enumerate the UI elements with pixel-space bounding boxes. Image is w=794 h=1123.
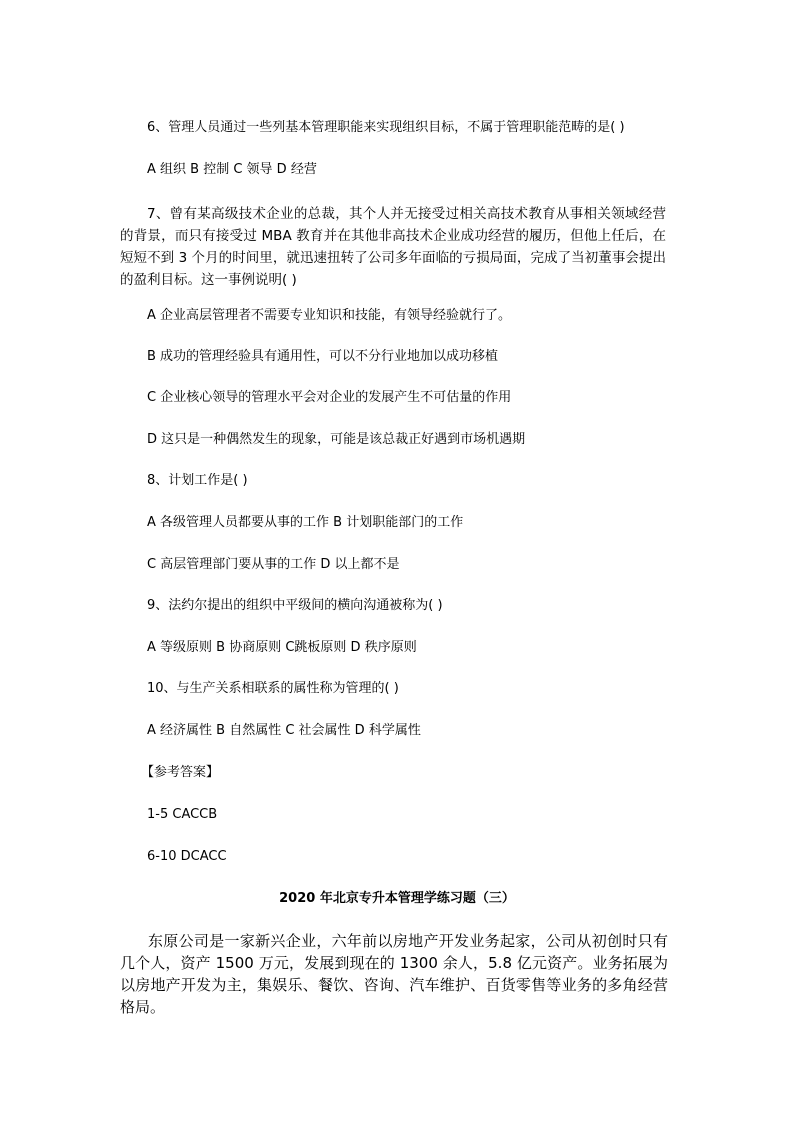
question-7-option-a: A 企业高层管理者不需要专业知识和技能，有领导经验就行了。 <box>147 308 512 323</box>
question-8-text: 8、计划工作是( ) <box>147 473 248 488</box>
case-intro-paragraph: 东原公司是一家新兴企业，六年前以房地产开发业务起家，公司从初创时只有几个人，资产 1500 万元，发展到现在的 1300 余人，5.8 亿元资产。业务拓展为以房地产开发为主，集娱乐、餐饮、咨询、汽车维护、百货零售等业务的多角经营格局。 <box>120 932 668 1016</box>
question-8-options-1: A 各级管理人员都要从事的工作 B 计划职能部门的工作 <box>147 515 464 530</box>
answers-range-1-5: 1-5 CACCB <box>147 807 218 822</box>
section-title: 2020 年北京专升本管理学练习题（三） <box>279 891 515 906</box>
question-9-options: A 等级原则 B 协商原则 C跳板原则 D 秩序原则 <box>147 640 417 655</box>
question-10-text: 10、与生产关系相联系的属性称为管理的( ) <box>147 681 399 696</box>
question-7-text: 7、曾有某高级技术企业的总裁，其个人并无接受过相关高技术教育从事相关领域经营的背景，而只有接受过 MBA 教育并在其他非高技术企业成功经营的履历，但他上任后，在短短不到 3 个月的时间里，就迅速扭转了公司多年面临的亏损局面，完成了当初董事会提出的盈利目标。这一事例说明( ) <box>120 206 666 288</box>
question-6-text: 6、管理人员通过一些列基本管理职能来实现组织目标，不属于管理职能范畴的是( ) <box>147 120 625 135</box>
question-7-option-c: C 企业核心领导的管理水平会对企业的发展产生不可估量的作用 <box>147 390 512 405</box>
question-6-options: A 组织 B 控制 C 领导 D 经营 <box>147 162 317 177</box>
question-7-option-b: B 成功的管理经验具有通用性，可以不分行业地加以成功移植 <box>147 349 499 364</box>
question-8-options-2: C 高层管理部门要从事的工作 D 以上都不是 <box>147 557 400 572</box>
answers-range-6-10: 6-10 DCACC <box>147 849 227 864</box>
question-7-option-d: D 这只是一种偶然发生的现象，可能是该总裁正好遇到市场机遇期 <box>147 432 526 447</box>
question-9-text: 9、法约尔提出的组织中平级间的横向沟通被称为( ) <box>147 598 443 613</box>
answers-heading: 【参考答案】 <box>141 765 220 780</box>
question-10-options: A 经济属性 B 自然属性 C 社会属性 D 科学属性 <box>147 723 421 738</box>
